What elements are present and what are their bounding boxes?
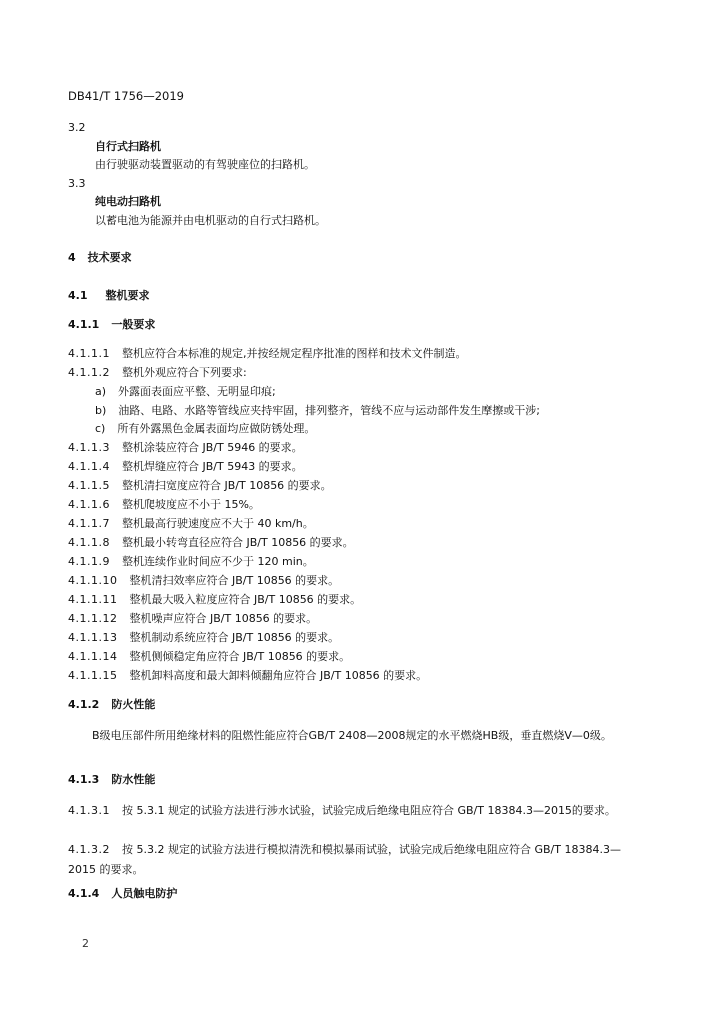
clause-number: 4.1.1.4: [68, 460, 110, 473]
clause-text: 整机最小转弯直径应符合 JB/T 10856 的要求。: [121, 536, 354, 549]
clause-text: 整机爬坡度应不小于 15%。: [121, 498, 260, 511]
paragraph-fire-performance: B级电压部件所用绝缘材料的阻燃性能应符合GB/T 2408—2008规定的水平燃烧HB级，垂直燃烧V—0级。: [92, 729, 612, 742]
clause-item: [68, 555, 314, 569]
clause-text: 整机卸料高度和最大卸料倾翻角应符合 JB/T 10856 的要求。: [129, 669, 428, 682]
section-title: 一般要求: [111, 318, 156, 331]
section-title: 人员触电防护: [111, 887, 178, 900]
clause-item: [68, 498, 260, 512]
term-definition: 由行驶驱动装置驱动的有驾驶座位的扫路机。: [95, 158, 315, 171]
section-title: 防火性能: [111, 698, 156, 711]
clause-number: 3.2: [68, 121, 86, 134]
clause-number: 4.1.3.1: [68, 804, 110, 817]
section-heading: [68, 887, 177, 901]
clause-number: 4.1.3.2: [68, 843, 110, 856]
clause-text: 整机外观应符合下列要求:: [121, 366, 247, 379]
clause-number: 4.1.1.12: [68, 612, 118, 625]
clause-number: 4.1.1.2: [68, 366, 110, 379]
clause-text: 整机清扫效率应符合 JB/T 10856 的要求。: [129, 574, 340, 587]
section-heading: [68, 698, 155, 712]
clause-text: 整机应符合本标准的规定,并按经规定程序批准的图样和技术文件制造。: [121, 347, 467, 360]
list-item: [95, 385, 276, 399]
list-label: a): [95, 385, 107, 398]
clause-number: 4.1.1.6: [68, 498, 110, 511]
clause-item: [68, 650, 350, 664]
clause-number: 4.1.1.15: [68, 669, 118, 682]
clause-item: [68, 631, 339, 645]
clause-number: 4.1.1.3: [68, 441, 110, 454]
clause-text: 整机清扫宽度应符合 JB/T 10856 的要求。: [121, 479, 332, 492]
clause-number: 4.1.1.1: [68, 347, 110, 360]
section-number: 4.1.4: [68, 887, 100, 900]
clause-text: 按 5.3.2 规定的试验方法进行模拟清洗和模拟暴雨试验，试验完成后绝缘电阻应符合 GB/T 18384.3—2015 的要求。: [68, 843, 621, 876]
list-label: c): [95, 422, 106, 435]
clause-number: 4.1.1.13: [68, 631, 118, 644]
clause-number: 4.1.1.9: [68, 555, 110, 568]
clause-item: [68, 593, 361, 607]
section-title: 整机要求: [105, 289, 150, 302]
list-text: 所有外露黑色金属表面均应做防锈处理。: [117, 422, 316, 435]
clause-text: 整机侧倾稳定角应符合 JB/T 10856 的要求。: [129, 650, 351, 663]
clause-number: 4.1.1.11: [68, 593, 118, 606]
clause-text: 整机最高行驶速度应不大于 40 km/h。: [121, 517, 314, 530]
term-title: 自行式扫路机: [95, 140, 161, 153]
clause-text: 整机最大吸入粒度应符合 JB/T 10856 的要求。: [129, 593, 362, 606]
document-header: DB41/T 1756—2019: [68, 89, 184, 103]
section-heading: [68, 289, 150, 303]
clause-text: 整机制动系统应符合 JB/T 10856 的要求。: [129, 631, 340, 644]
clause-number: 3.3: [68, 177, 86, 190]
clause-item: [68, 366, 247, 380]
term-definition: 以蓄电池为能源并由电机驱动的自行式扫路机。: [95, 214, 326, 227]
section-number: 4.1: [68, 289, 88, 302]
term-title: 纯电动扫路机: [95, 195, 161, 208]
list-item: [95, 404, 540, 418]
clause-item: [68, 840, 648, 880]
clause-item: [68, 574, 339, 588]
clause-item: [68, 517, 314, 531]
list-item: [95, 422, 315, 436]
section-title: 技术要求: [87, 251, 132, 264]
page-number: 2: [82, 937, 89, 950]
clause-number: 4.1.1.10: [68, 574, 118, 587]
section-heading: [68, 773, 155, 787]
section-number: 4.1.2: [68, 698, 100, 711]
section-title: 防水性能: [111, 773, 156, 786]
clause-text: 按 5.3.1 规定的试验方法进行涉水试验，试验完成后绝缘电阻应符合 GB/T 18384.3—2015的要求。: [121, 804, 616, 817]
clause-text: 整机噪声应符合 JB/T 10856 的要求。: [129, 612, 318, 625]
list-text: 油路、电路、水路等管线应夹持牢固，排列整齐，管线不应与运动部件发生摩擦或干涉;: [118, 404, 540, 417]
clause-item: [68, 460, 303, 474]
section-heading: [68, 251, 132, 265]
clause-number: 4.1.1.5: [68, 479, 110, 492]
section-heading: [68, 318, 155, 332]
list-label: b): [95, 404, 107, 417]
clause-item: [68, 536, 354, 550]
clause-number: 4.1.1.14: [68, 650, 118, 663]
clause-item: [68, 441, 303, 455]
clause-number: 4.1.1.7: [68, 517, 110, 530]
clause-text: 整机焊缝应符合 JB/T 5943 的要求。: [121, 460, 303, 473]
clause-item: [68, 347, 466, 361]
section-number: 4.1.1: [68, 318, 100, 331]
clause-item: [68, 479, 332, 493]
section-number: 4.1.3: [68, 773, 100, 786]
list-text: 外露面表面应平整、无明显印痕;: [118, 385, 276, 398]
section-number: 4: [68, 251, 76, 264]
clause-item: [68, 612, 317, 626]
clause-item: [68, 669, 427, 683]
clause-item: [68, 801, 648, 821]
clause-text: 整机连续作业时间应不少于 120 min。: [121, 555, 314, 568]
clause-number: 4.1.1.8: [68, 536, 110, 549]
clause-text: 整机涂装应符合 JB/T 5946 的要求。: [121, 441, 303, 454]
